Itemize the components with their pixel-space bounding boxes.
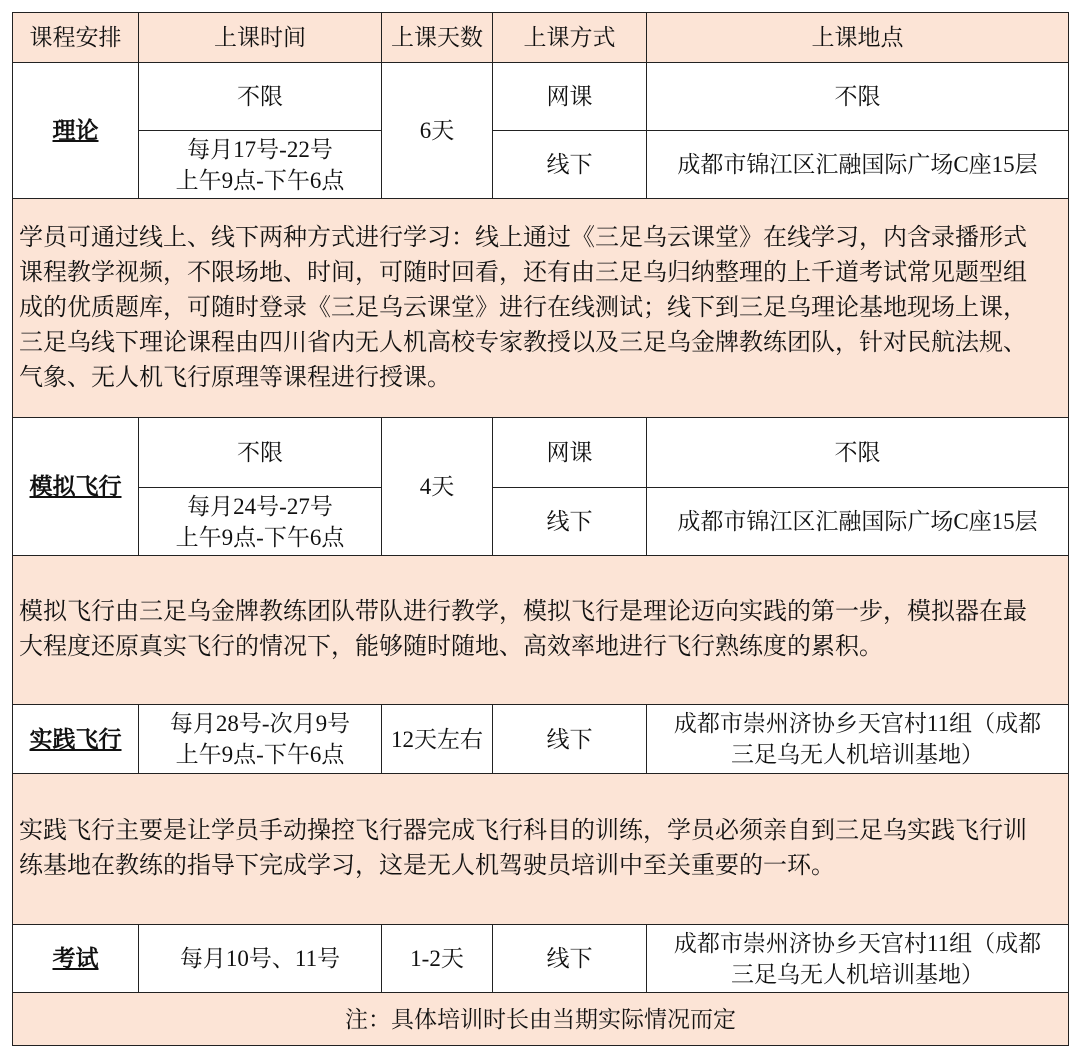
time-cell — [139, 488, 382, 556]
days-cell: 4天 — [382, 418, 493, 556]
description-line: 三足乌线下理论课程由四川省内无人机高校专家教授以及三足乌金牌教练团队，针对民航法规、 — [19, 329, 1027, 356]
location-line: 三足乌无人机培训基地） — [731, 742, 984, 767]
theory-row-offline — [13, 131, 1069, 199]
simulation-row-online — [13, 418, 1069, 488]
description-line: 课程教学视频，不限场地、时间，可随时回看，还有由三足乌归纳整理的上千道考试常见题型组 — [19, 259, 1027, 286]
days-cell: 6天 — [382, 63, 493, 199]
course-name-practice[interactable]: 实践飞行 — [29, 726, 122, 752]
practice-description-row — [13, 774, 1069, 925]
course-name-cell — [13, 63, 139, 199]
course-name-exam[interactable]: 考试 — [52, 946, 99, 971]
time-cell — [139, 131, 382, 199]
course-name-theory[interactable]: 理论 — [52, 118, 99, 143]
theory-description-row — [13, 199, 1069, 418]
time-line: 每月17号-22号 — [187, 136, 333, 162]
header-course-arrangement: 课程安排 — [13, 13, 139, 63]
time-line: 每月10号、11号 — [179, 946, 341, 971]
header-class-days: 上课天数 — [382, 13, 493, 63]
days-cell: 1-2天 — [382, 925, 493, 993]
time-line: 上午9点-下午6点 — [175, 742, 345, 767]
theory-description — [13, 199, 1069, 418]
location-cell — [647, 925, 1069, 993]
time-cell — [139, 418, 382, 488]
location-cell — [647, 705, 1069, 774]
note-row — [13, 993, 1069, 1046]
location-cell — [647, 488, 1069, 556]
days-cell: 12天左右 — [382, 705, 493, 774]
course-name-cell — [13, 925, 139, 993]
description-line: 模拟飞行由三足乌金牌教练团队带队进行教学，模拟飞行是理论迈向实践的第一步，模拟器在最 — [19, 599, 1027, 625]
course-schedule-table — [12, 12, 1069, 1046]
location-cell — [647, 63, 1069, 131]
location-line: 成都市锦江区汇融国际广场C座15层 — [677, 509, 1038, 534]
description-line: 气象、无人机飞行原理等课程进行授课。 — [19, 364, 451, 391]
practice-row — [13, 705, 1069, 774]
mode-cell: 线下 — [493, 705, 647, 774]
exam-row — [13, 925, 1069, 993]
location-line: 成都市崇州济协乡天宫村11组（成都 — [673, 930, 1042, 956]
mode-cell: 线下 — [493, 488, 647, 556]
header-class-time: 上课时间 — [139, 13, 382, 63]
header-row — [13, 13, 1069, 63]
time-line: 不限 — [237, 84, 283, 109]
course-name-cell — [13, 418, 139, 556]
description-line: 练基地在教练的指导下完成学习，这是无人机驾驶员培训中至关重要的一环。 — [19, 853, 835, 879]
mode-cell: 网课 — [493, 418, 647, 488]
mode-cell: 线下 — [493, 131, 647, 199]
time-cell — [139, 925, 382, 993]
simulation-row-offline — [13, 488, 1069, 556]
course-name-simulation[interactable]: 模拟飞行 — [29, 474, 122, 499]
theory-row-online — [13, 63, 1069, 131]
location-line: 三足乌无人机培训基地） — [731, 961, 984, 987]
location-cell — [647, 418, 1069, 488]
mode-cell: 线下 — [493, 925, 647, 993]
location-line: 成都市崇州济协乡天宫村11组（成都 — [673, 711, 1042, 736]
description-line: 大程度还原真实飞行的情况下，能够随时随地、高效率地进行飞行熟练度的累积。 — [19, 634, 883, 660]
mode-cell: 网课 — [493, 63, 647, 131]
simulation-description — [13, 556, 1069, 705]
description-line: 实践飞行主要是让学员手动操控飞行器完成飞行科目的训练，学员必须亲自到三足乌实践飞行训 — [19, 818, 1027, 844]
time-cell — [139, 705, 382, 774]
time-line: 上午9点-下午6点 — [175, 167, 345, 193]
header-class-mode: 上课方式 — [493, 13, 647, 63]
location-line: 不限 — [834, 84, 881, 109]
description-line: 学员可通过线上、线下两种方式进行学习：线上通过《三足乌云课堂》在线学习，内含录播形式 — [19, 224, 1027, 251]
location-line: 不限 — [834, 440, 881, 465]
time-line: 每月28号-次月9号 — [169, 711, 351, 736]
simulation-description-row — [13, 556, 1069, 705]
description-line: 成的优质题库，可随时登录《三足乌云课堂》进行在线测试；线下到三足乌理论基地现场上课， — [19, 294, 1027, 321]
location-cell — [647, 131, 1069, 199]
location-line: 成都市锦江区汇融国际广场C座15层 — [677, 152, 1038, 177]
time-line: 每月24号-27号 — [187, 493, 333, 519]
course-name-cell — [13, 705, 139, 774]
time-line: 不限 — [237, 440, 283, 465]
practice-description — [13, 774, 1069, 925]
header-class-location: 上课地点 — [647, 13, 1069, 63]
time-cell — [139, 63, 382, 131]
note-text: 注：具体培训时长由当期实际情况而定 — [13, 993, 1069, 1046]
time-line: 上午9点-下午6点 — [175, 524, 345, 550]
